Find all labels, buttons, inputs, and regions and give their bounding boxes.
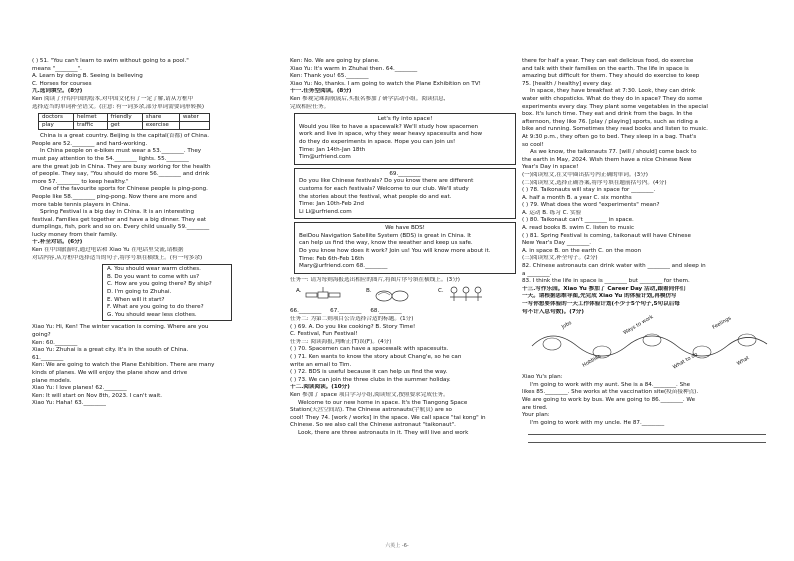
question-71-cont: write an email to Tim. [290, 361, 352, 368]
poster-bds [294, 222, 516, 274]
passage-line: there for half a year. They can eat delicious food, do exercise [522, 58, 694, 64]
word-box [38, 113, 210, 130]
question-80: ( ) 80. Taikonaut can't ________ in space. [522, 217, 634, 224]
question-78: ( ) 78. Taikonauts will stay in space for ________. [522, 187, 656, 194]
question-80-options: A. read books B. swim C. listen to music [522, 225, 635, 232]
writing-line[interactable] [528, 427, 766, 435]
dialog-line: going? [32, 332, 51, 338]
word-cell [179, 122, 209, 130]
poster-line: Time: Jan 14th-Jan 18th [299, 146, 366, 153]
section-13-heading: 十三.写作乐园。Xiao Yu 参加了 Career Day 活动,跟着同伴们 [522, 285, 686, 292]
poster-line: the stories about the festival, what people do and eat. [299, 193, 452, 200]
answer-67[interactable]: 67.________ [330, 308, 362, 315]
your-plan-line: I'm going to work with my uncle. He 87.________ [530, 419, 665, 426]
passage-line: 75. [health / healthy] every day. [522, 80, 612, 87]
dialog-line: Ken: It will start on Nov 8th, 2023. I can't wait. [32, 392, 163, 399]
passage-line: At 9:30 p.m., they often go to bed. They sleep in a bag. That's [522, 133, 697, 140]
poster-line: can help us find the way, know the weather and keep us safe. [299, 240, 473, 247]
passage-line: cool! They 74. [work / works] in the space. We call space "tai kong" in [290, 414, 486, 421]
passage-line: Year's Day in space! [522, 164, 579, 171]
section-11-heading: 十一.任务型阅读。(8分) [290, 88, 352, 95]
question-51-cont: means "________". [32, 65, 82, 72]
dumplings-picture [374, 284, 412, 306]
passage-line: festival. Families get together and have a big dinner. They eat [32, 216, 207, 223]
poster-line: work and live in space, why they wear heavy spacesuits and how [299, 131, 483, 138]
poster-line: BeiDou Navigation Satellite System (BDS) is great in China. It [299, 232, 472, 239]
poster-line: Li Li@urfriend.com [299, 208, 352, 215]
column-middle [290, 58, 516, 538]
passage-line: are the great job in China. They are busy working for the health [32, 163, 211, 170]
question-73: ( ) 73. We can join the three clubs in the summer holiday. [290, 376, 451, 383]
passage-line: and talk with their families on the earth. The life in space is [522, 65, 689, 72]
word-row [39, 122, 210, 130]
dialog-line: Xiao Yu: It's warm in Zhuhai then. 64.________ [290, 65, 418, 72]
dialog-line: Ken: We are going to watch the Plane Exhibition. There are many [32, 362, 215, 369]
passage-line: water with chopsticks. What do they do in space? They do some [522, 95, 703, 102]
word-cell: helmet [73, 114, 107, 122]
plan-line: We are going to work by bus. We are going to 86.________. We [522, 396, 696, 403]
poster-festival [294, 168, 516, 220]
section-13-instruction-1: 一天。请根据思维导图,先完成 Xiao Yu 的体验计划,再模仿写 [522, 293, 677, 300]
question-71: ( ) 71. Ken wants to know the story about Chang'e, so he can [290, 354, 462, 360]
page-footer: 六英上 -6- [385, 543, 409, 549]
dialog-line: Ken: 60.________ [32, 339, 78, 346]
poster-line: Time: Feb 6th-Feb 16th [299, 255, 364, 262]
poster-line: Tim@urfriend.com [299, 154, 351, 161]
passage-line: box. It's lunch time. They eat and drink from the bags. In the [522, 111, 693, 118]
passage-line: must pay attention to the 54.________ lights. 55.________ [32, 155, 189, 162]
task-2-instruction: 任务二: 为第二则项目公告选择合适的标题。(1分) [290, 316, 414, 323]
section-10-instruction-2: 对话内容,从方框中选择适当的句子,将序号填在横线上。(有一句多余) [32, 254, 203, 261]
section-13-instruction-2: 一写你想要体验的一天工作体验计划(不少于5个句子,5句以后每 [522, 301, 680, 307]
poster-title: 69.________ [389, 170, 421, 177]
poster-line: Mary@urfriend.com 68.________ [299, 263, 388, 270]
passage-line: so cool! [522, 141, 544, 148]
word-cell: water [179, 114, 209, 122]
task-3-instruction: 任务三: 阅读海报,判断正(T)误(F)。(4分) [290, 338, 392, 345]
dialog-line: kinds of planes. We will enjoy the plane show and drive [32, 369, 188, 376]
picture-options [290, 284, 516, 308]
word-cell: friendly [107, 114, 142, 122]
passage-line: China is a great country. Beijing is the capital(首都) of China. [40, 133, 209, 140]
dialog-option: A. You should wear warm clothes. [107, 266, 201, 273]
section-13-instruction-3: 句不计入总句数)。(7分) [522, 308, 584, 315]
poster-title: Let's fly into space! [377, 116, 433, 123]
section-11-instruction-1: Ken 参观完珠海航展后,买报名参加了研学活动小组。阅读信息, [290, 95, 446, 102]
dialog-line: 61.________ [32, 354, 64, 361]
question-51-option-c: C. Horses for courses [32, 80, 92, 87]
poster-title: We have BDS! [385, 225, 425, 232]
section-9-instruction-1: Ken 阅读了介绍中国的绘本,对中国文化有了一定了解,请从方框中 [32, 95, 194, 102]
mind-map-word: Ways to work [622, 314, 655, 337]
word-row [39, 114, 210, 122]
exam-page [8, 58, 786, 548]
picture-label: A. [296, 288, 302, 295]
plan-heading: Xiao Yu's plan: [522, 374, 563, 381]
passage-line: bike and running. Sometimes they read books and listen to music. [522, 126, 708, 133]
question-82-cont: a ________. [522, 270, 552, 277]
question-79: ( ) 79. What does the word "experiments" mean? [522, 202, 660, 209]
word-cell: share [142, 114, 179, 122]
word-cell: exercise [142, 122, 179, 130]
passage-line: People like 58.________ ping-pong. Now there are more and [32, 193, 197, 200]
column-left [32, 58, 270, 538]
dialog-line: Ken: Thank you! 65.________ [290, 73, 369, 80]
passage-line: experiments every day. They plant some vegetables in the special [522, 103, 708, 110]
question-78-options: A. half a month B. a year C. six months [522, 194, 632, 201]
dialog-line: Ken: No. We are going by plane. [290, 58, 380, 64]
passage-line: afternoon, they like 76. [play / playing] sports, such as riding a [522, 118, 698, 125]
mind-map-word: Hobbies [581, 353, 602, 369]
passage-line: lucky money from their family. [32, 231, 118, 238]
answer-68[interactable]: 68.________ [370, 308, 402, 315]
word-cell: traffic [73, 122, 107, 130]
part-3-instruction: (三)阅读短文,补全句子。(2分) [522, 255, 598, 262]
section-10-instruction-1: Ken 在中国旅游时,通过电话和 Xiao Yu 在电话里交流,请根据 [32, 247, 184, 254]
passage-line: Chinese. So we also call the Chinese astronaut "taikonaut". [290, 422, 456, 429]
dialog-option: F. What are you going to do there? [107, 304, 204, 311]
word-cell: get [107, 122, 142, 130]
task-1-answers [290, 308, 516, 316]
poster-line: do they do experiments in space. Hope you can join us! [299, 138, 456, 145]
section-10-heading: 十.补全对话。(6分) [32, 239, 83, 246]
dialog-options-box [102, 264, 232, 321]
poster-line: Do you like Chinese festivals? Do you know there are different [299, 178, 474, 185]
passage-line: Spring Festival is a big day in China. It is an interesting [40, 209, 195, 216]
satellite-picture [304, 284, 342, 306]
passage-line: Look, there are three astronauts in it. They will live and work [298, 429, 469, 436]
poster-space [294, 113, 516, 165]
dialog-option: C. How are you going there? By ship? [107, 281, 212, 288]
section-11-instruction-2: 完成相应任务。 [290, 103, 330, 110]
mind-map [522, 316, 772, 374]
dialog-option: B. Do you want to come with us? [107, 273, 200, 280]
word-cell: play [39, 122, 74, 130]
dialog-line: Xiao Yu: Zhuhai is a great city. It's in the south of China. [32, 347, 189, 354]
dialog-option: G. You should wear less clothes. [107, 311, 197, 318]
section-9-instruction-2: 选择适当的单词补全语文。(注意: 有一词多余,部分单词需要词形转换) [32, 103, 205, 110]
question-81-options: A. in space B. on the earth C. on the moon [522, 247, 642, 254]
picture-label: B. [366, 288, 372, 295]
plan-line: likes 85.________. She works at the vaccination site(疫苗接种点). [522, 389, 699, 396]
passage-line: of people. They say, "You should do more 56.________ and drink [32, 171, 210, 178]
passage-line: the earth in May, 2024. Wish them have a nice Chinese New [522, 156, 692, 163]
poster-line: Do you know how does it work? Join us! You will know more about it. [299, 248, 491, 255]
passage-line: In space, they have breakfast at 7:30. Look, they can drink [530, 88, 696, 95]
word-cell: doctors [39, 114, 74, 122]
dialog-option: D. I'm going to Zhuhai. [107, 289, 172, 296]
passage-line: Station(天宫空间站). The Chinese astronauts(宇航员) are so [290, 407, 452, 414]
dialog-line: Xiao Yu: Hi, Ken! The winter vacation is coming. Where are you [32, 324, 209, 331]
dialog-line: Xiao Yu: Haha! 63.________ [32, 400, 106, 407]
mind-map-word: Jobs [560, 320, 573, 331]
dialog-line: Xiao Yu: I love planes! 62.________ [32, 385, 127, 392]
dialog-line: plane models. [32, 377, 72, 384]
question-83: 83. I think the life in space is ________ but ________ for them. [522, 278, 690, 285]
passage-line: more 57.________ to keep healthy." [32, 178, 129, 185]
question-51: ( ) 51. "You can't learn to swim without going to a pool." [32, 58, 189, 64]
passage-line: People are 52.________ and hard-working. [32, 140, 148, 147]
passage-line: One of the favourite sports for Chinese people is ping-pong. [40, 186, 208, 193]
children-picture [446, 284, 490, 306]
passage-line: more table tennis players in China. [32, 201, 131, 208]
question-72: ( ) 72. BDS is useful because it can help us find the way. [290, 369, 448, 376]
writing-line[interactable] [528, 435, 766, 443]
question-69: ( ) 69. A. Do you like cooking? B. Story Time! [290, 323, 416, 330]
mind-map-word: Feelings [711, 315, 733, 332]
mind-map-word: What [735, 355, 751, 368]
question-82: 82. Chinese astronauts can drink water with ________ and sleep in [522, 263, 706, 270]
poster-line: customs for each festivals? Welcome to our club. We'll study [299, 185, 469, 192]
section-9-heading: 九.选词填空。(8分) [32, 88, 83, 95]
poster-line: Time: Jan 10th-Feb 2nd [299, 201, 364, 208]
passage-line: dumplings, fish, pork and so on. Every child usually 59.________ [32, 224, 210, 231]
plan-line: I'm going to work with my aunt. She is a 84.________. She [530, 381, 691, 388]
column-right [522, 58, 772, 538]
mind-map-word: What to do [671, 351, 699, 371]
part-1-instruction: (一)阅读短文,在文中圈出括号内正确的单词。(3分) [522, 171, 648, 178]
section-12-instruction: Ken 参加了 space 项目学习小组,阅读短文,按照要求完成任务。 [290, 391, 449, 398]
question-81: ( ) 81. Spring Festival is coming, taikonaut will have Chinese [522, 232, 691, 239]
passage-line: Welcome to our new home in space. It's the Tiangong Space [298, 399, 468, 406]
passage-line: amazing but difficult for them. They should do exercise to keep [522, 73, 700, 80]
question-69-option-c: C. Festival, Fun Festival! [290, 331, 358, 338]
passage-line: In China people on e-bikes must wear a 53.________. They [40, 148, 202, 155]
question-81-cont: New Year's Day ________. [522, 240, 592, 247]
plan-line: are tired. [522, 404, 548, 411]
dialog-line: Xiao Yu: No, thanks. I am going to watch the Plane Exhibition on TV! [290, 80, 481, 87]
dialog-option: E. When will it start? [107, 296, 165, 303]
question-79-options: A. 运动 B. 练习 C. 实验 [522, 209, 582, 216]
passage-line: As we know, the taikonauts 77. [will / should] come back to [530, 149, 697, 156]
question-51-options-a-b: A. Learn by doing B. Seeing is believing [32, 73, 143, 80]
answer-66[interactable]: 66.________ [290, 308, 322, 315]
part-2-instruction: (二)阅读短文,选择正确答案,将序号填在题前括号内。(4分) [522, 179, 667, 186]
task-1-instruction: 任务一: 请为每则海报选出相应的图片,将图片序号填在横线上。(3分) [290, 276, 460, 283]
section-12-heading: 十二.阅读阅读。(10分) [290, 384, 350, 391]
picture-label: C. [438, 288, 444, 295]
your-plan-heading: Your plan: [522, 412, 550, 419]
question-70: ( ) 70. Spacemen can have a spacewalk with spacesuits. [290, 346, 449, 353]
poster-line: Would you like to have a spacewalk? We'll study how spacemen [299, 123, 479, 130]
